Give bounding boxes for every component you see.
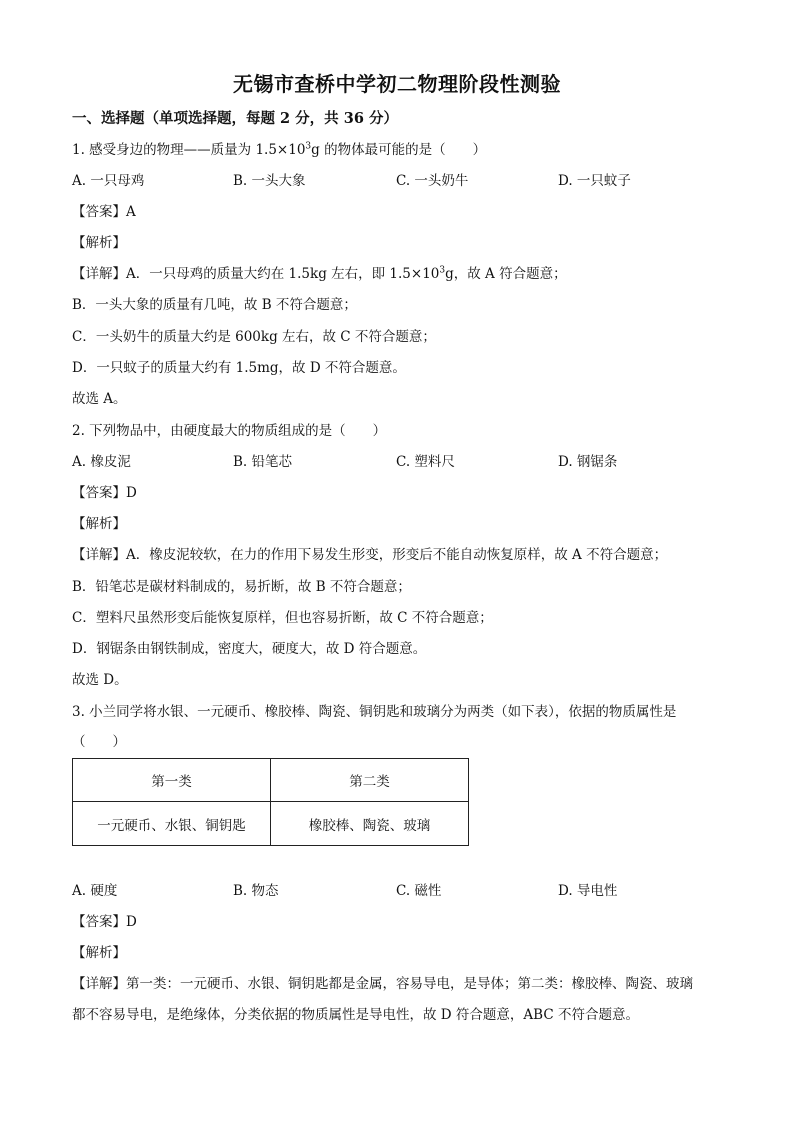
q2-detail-d: D．钢锯条由钢铁制成，密度大，硬度大，故 D 符合题意。 bbox=[72, 641, 427, 657]
q3-answer: 【答案】D bbox=[72, 914, 137, 930]
q1-detail-d: D．一只蚊子的质量大约有 1.5mg，故 D 不符合题意。 bbox=[72, 360, 406, 376]
classification-table bbox=[72, 758, 469, 846]
table-header-second: 第二类 bbox=[271, 759, 469, 802]
q1-option-c: C. 一头奶牛 bbox=[396, 173, 469, 189]
q2-detail-a: 【详解】A．橡皮泥较软，在力的作用下易发生形变，形变后不能自动恢复原样，故 A 不符合题意； bbox=[72, 547, 668, 563]
q3-stem: 3. 小兰同学将水银、一元硬币、橡胶棒、陶瓷、铜钥匙和玻璃分为两类（如下表），依据的物质属性是 bbox=[72, 704, 677, 720]
q3-detail-2: 都不容易导电，是绝缘体，分类依据的物质属性是导电性，故 D 符合题意，ABC 不符合题意。 bbox=[72, 1007, 639, 1023]
q3-analysis-label: 【解析】 bbox=[72, 945, 126, 961]
q1-stem: 1. 感受身边的物理——质量为 $1.5\times 10^3g$ 的物体最可能的是（ ） bbox=[72, 141, 487, 158]
q2-conclusion: 故选 D。 bbox=[72, 672, 128, 688]
q1-option-d: D. 一只蚊子 bbox=[558, 173, 631, 189]
q1-option-a: A. 一只母鸡 bbox=[72, 173, 145, 189]
q3-stem-cont: （ ） bbox=[72, 734, 126, 750]
q3-option-c: C. 磁性 bbox=[396, 883, 442, 899]
q3-option-a: A. 硬度 bbox=[72, 883, 118, 899]
q1-analysis-label: 【解析】 bbox=[72, 235, 126, 251]
q2-option-a: A. 橡皮泥 bbox=[72, 454, 131, 470]
q2-detail-b: B．铅笔芯是碳材料制成的，易折断，故 B 不符合题意； bbox=[72, 579, 411, 595]
page-title: 无锡市查桥中学初二物理阶段性测验 bbox=[233, 72, 561, 96]
section-heading: 一、选择题（单项选择题，每题 2 分，共 36 分） bbox=[72, 110, 398, 127]
q2-option-c: C. 塑料尺 bbox=[396, 454, 455, 470]
q2-option-b: B. 铅笔芯 bbox=[233, 454, 293, 470]
q3-option-d: D. 导电性 bbox=[558, 883, 618, 899]
q3-detail-1: 【详解】第一类：一元硬币、水银、铜钥匙都是金属，容易导电，是导体；第二类：橡胶棒、陶瓷、玻璃 bbox=[72, 976, 693, 992]
q3-option-b: B. 物态 bbox=[233, 883, 279, 899]
q2-option-d: D. 钢锯条 bbox=[558, 454, 618, 470]
q1-detail-a: 【详解】A．一只母鸡的质量大约在 1.5kg 左右，即 $1.5\times 10^3g$，故 A 符合题意； bbox=[72, 265, 567, 282]
q1-option-b: B. 一头大象 bbox=[233, 173, 306, 189]
q1-conclusion: 故选 A。 bbox=[72, 391, 127, 407]
q2-stem: 2. 下列物品中，由硬度最大的物质组成的是（ ） bbox=[72, 423, 387, 439]
table-cell-first: 一元硬币、水银、铜钥匙 bbox=[73, 802, 271, 846]
q2-answer: 【答案】D bbox=[72, 485, 137, 501]
q1-detail-c: C．一头奶牛的质量大约是 600kg 左右，故 C 不符合题意； bbox=[72, 329, 436, 345]
table-header-first: 第一类 bbox=[73, 759, 271, 802]
table-cell-second: 橡胶棒、陶瓷、玻璃 bbox=[271, 802, 469, 846]
q1-answer: 【答案】A bbox=[72, 204, 136, 220]
q2-analysis-label: 【解析】 bbox=[72, 516, 126, 532]
q1-detail-b: B．一头大象的质量有几吨，故 B 不符合题意； bbox=[72, 297, 357, 313]
q2-detail-c: C．塑料尺虽然形变后能恢复原样，但也容易折断，故 C 不符合题意； bbox=[72, 610, 493, 626]
